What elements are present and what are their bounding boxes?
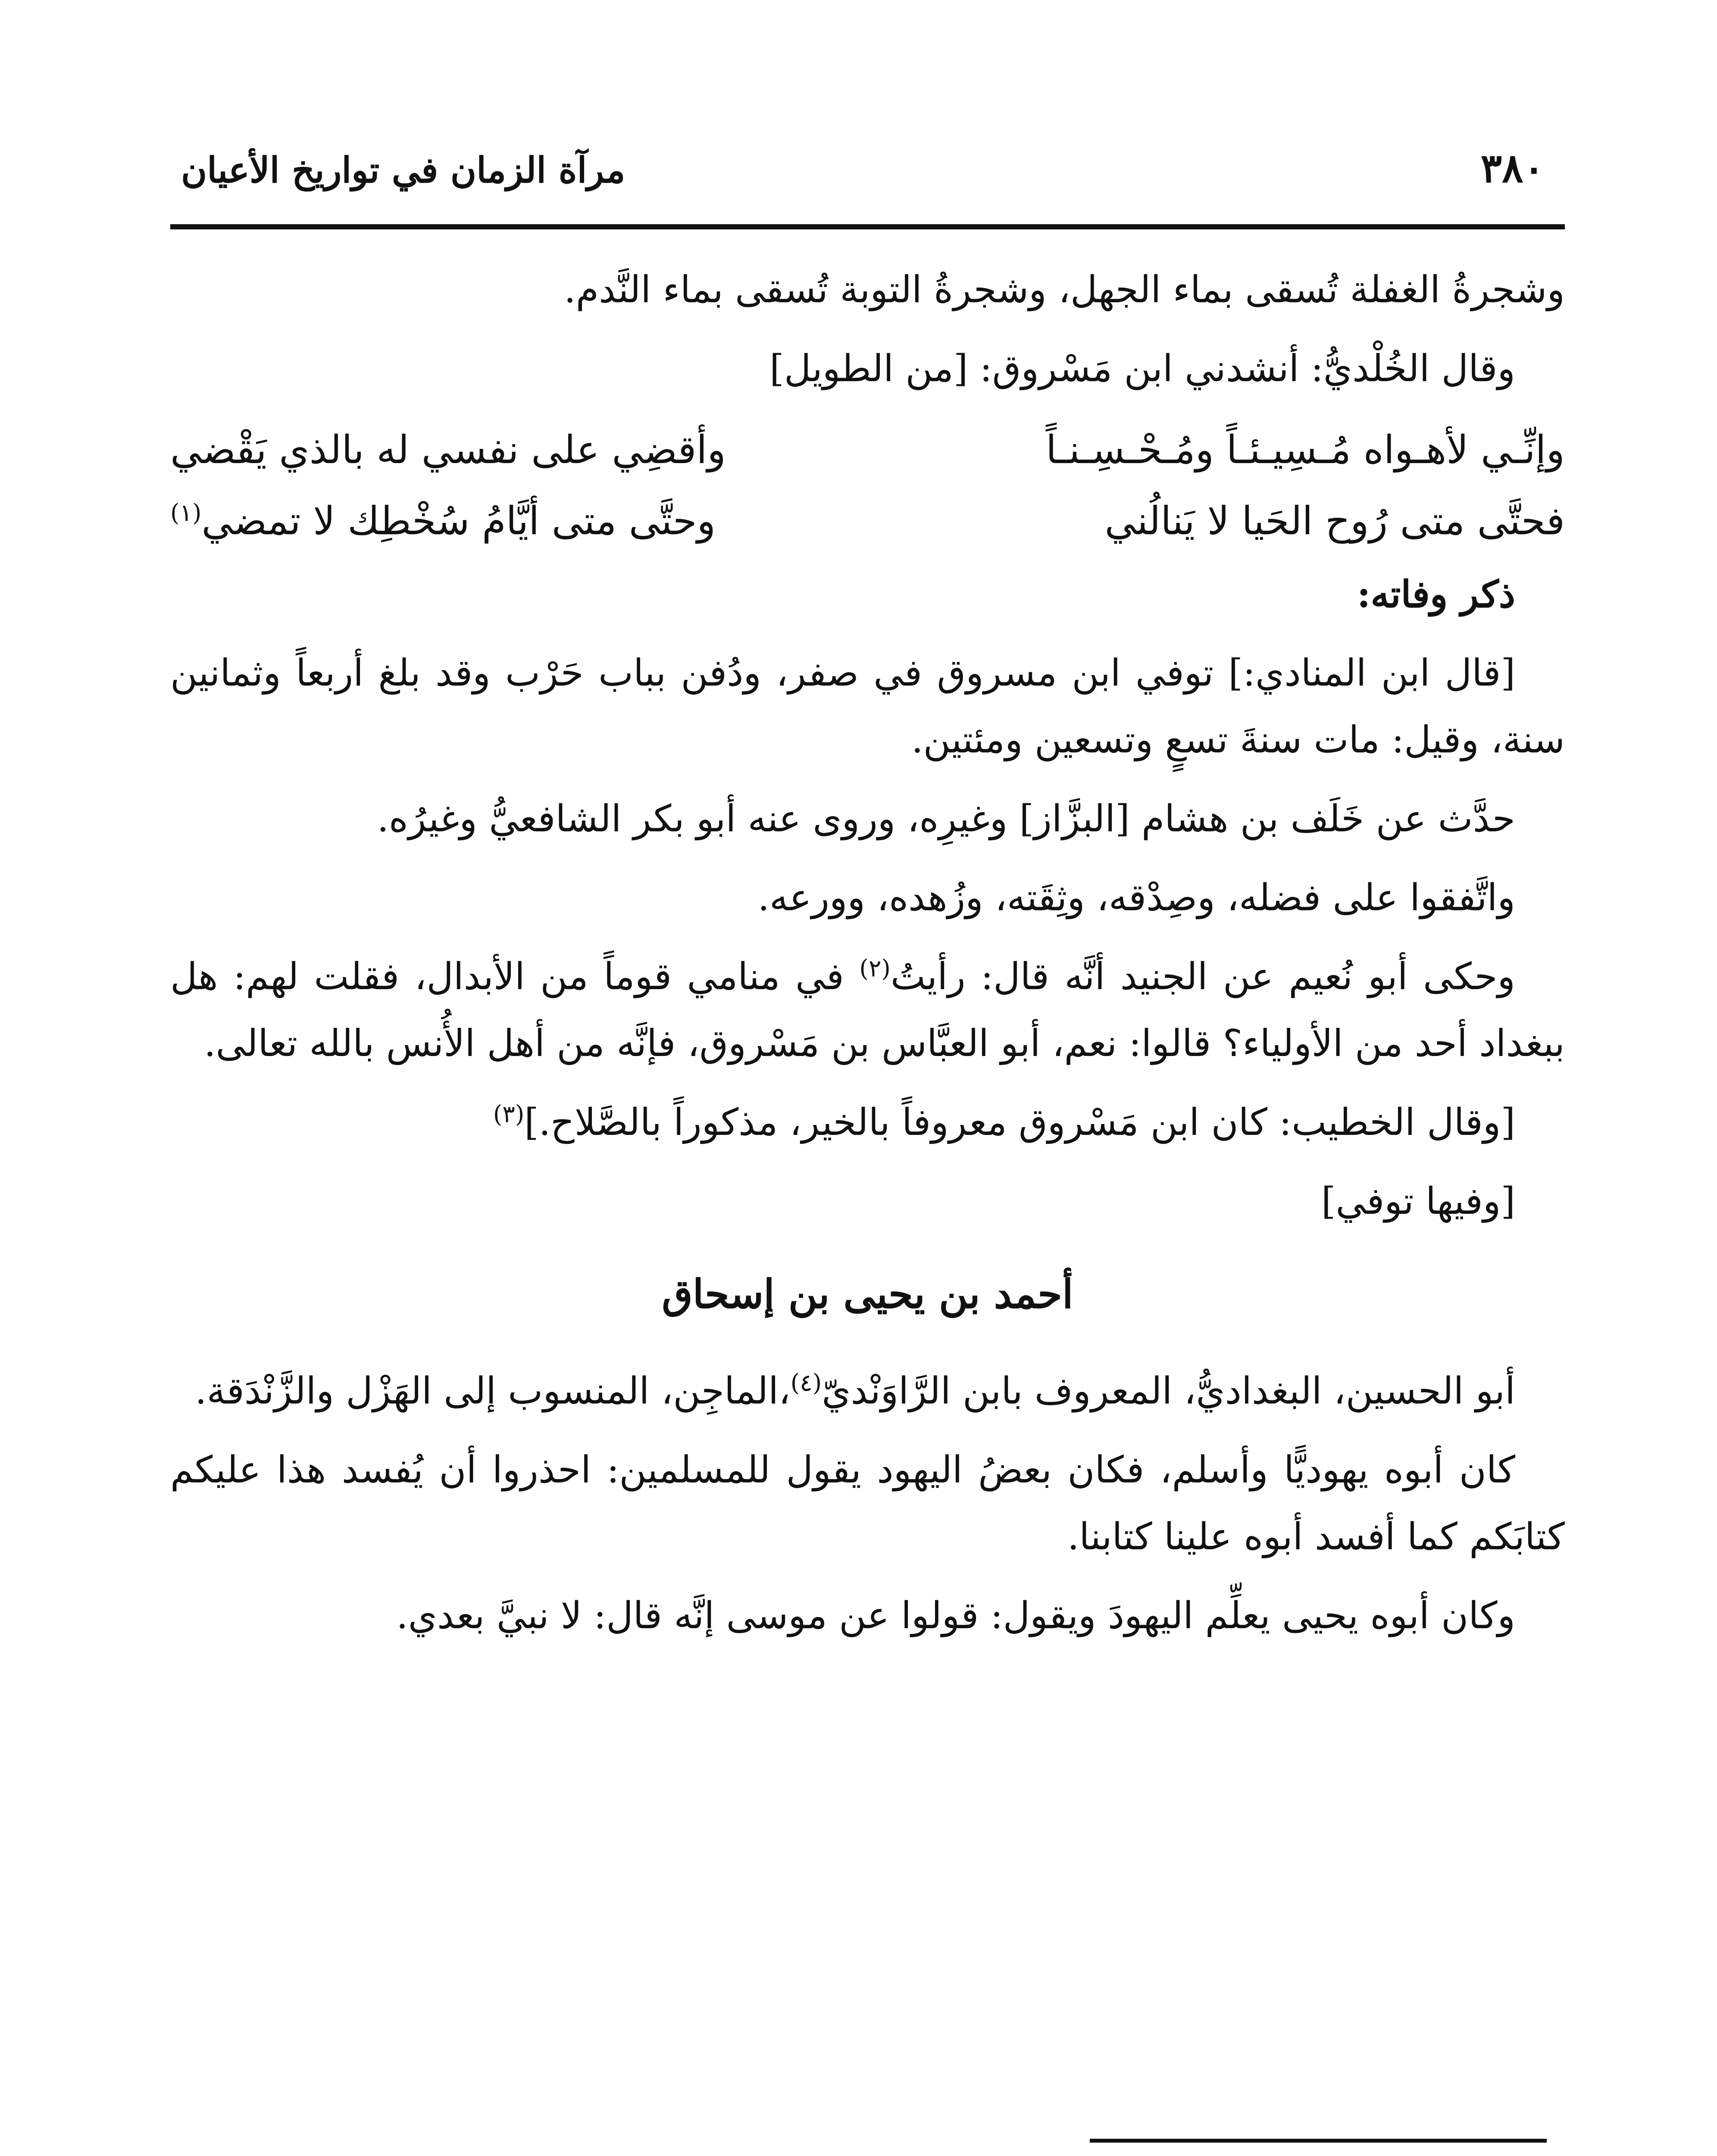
paragraph-text: [وقال الخطيب: كان ابن مَسْروق معروفاً بالخير، مذكوراً بالصَّلاح.] <box>524 1101 1515 1144</box>
paragraph-text: وحكى أبو نُعيم عن الجنيد أنَّه قال: رأيتُ <box>890 955 1516 998</box>
verse-second-hemistich: وأقضِي على نفسي له بالذي يَقْضي <box>170 427 726 473</box>
paragraph: حدَّث عن خَلَف بن هشام [البزَّاز] وغيرِه، وروى عنه أبو بكر الشافعيُّ وغيرُه. <box>377 797 1515 840</box>
verse-second-hemistich <box>170 486 716 557</box>
poem <box>170 414 1565 557</box>
paragraph: [وفيها توفي] <box>1321 1180 1515 1223</box>
paragraph <box>170 1089 1565 1156</box>
paragraph: [قال ابن المنادي:] توفي ابن مسروق في صفر، ودُفن بباب حَرْب وقد بلغ أربعاً وثمانين سنة، وقيل: مات سنةَ تسعٍ وتسعين ومئتين. <box>170 652 1565 761</box>
verse-first-hemistich: وإنِّـي لأهـواه مُـسِيـئـاً ومُـحْـسِـنـاً <box>1046 427 1565 473</box>
main-text <box>170 257 1565 1661</box>
verse-text: وحتَّى متى أيَّامُ سُخْطِك لا تمضي <box>201 498 716 544</box>
paragraph: وشجرةُ الغفلة تُسقى بماء الجهل، وشجرةُ التوبة تُسقى بماء النَّدم. <box>564 268 1565 311</box>
footnote-marker: (٤) <box>790 1369 822 1397</box>
poem-verse <box>170 486 1565 557</box>
paragraph <box>170 943 1565 1077</box>
paragraph: كان أبوه يهوديًّا وأسلم، فكان بعضُ اليهود يقول للمسلمين: احذروا أن يُفسد هذا عليكم كتابَكم كما أفسد أبوه علينا كتابنا. <box>170 1448 1565 1558</box>
footnote-marker: (٣) <box>493 1100 525 1128</box>
entry-title: أحمد بن يحيى بن إسحاق <box>662 1271 1073 1317</box>
section-heading: ذكر وفاته: <box>1357 573 1515 616</box>
paragraph: وكان أبوه يحيى يعلِّم اليهودَ ويقول: قولوا عن موسى إنَّه قال: لا نبيَّ بعدي. <box>396 1594 1515 1637</box>
running-title: مرآة الزمان في تواريخ الأعيان <box>181 150 626 191</box>
header-rule <box>170 224 1565 229</box>
page-number: ٣٨٠ <box>1480 145 1545 191</box>
paragraph: وقال الخُلْديُّ: أنشدني ابن مَسْروق: [من الطويل] <box>769 347 1515 390</box>
paragraph-text: في منامي قوماً من الأبدال، فقلت لهم: هل ببغداد أحد من الأولياء؟ قالوا: نعم، أبو العبَّاس بن مَسْروق، فإنَّه من أهل الأُنس بالله تعالى. <box>170 955 1565 1065</box>
paragraph-text: ،الماجِن، المنسوب إلى الهَزْل والزَّنْدَقة. <box>195 1369 791 1413</box>
verse-first-hemistich: فحتَّى متى رُوح الحَيا لا يَنالُني <box>1104 498 1565 544</box>
paragraph: واتَّفقوا على فضله، وصِدْقه، وثِقَته، وزُهده، وورعه. <box>757 876 1515 919</box>
paragraph-text: أبو الحسين، البغداديُّ، المعروف بابن الرَّاوَنْديّ <box>822 1369 1515 1413</box>
paragraph <box>170 1358 1565 1425</box>
footnote-marker: (٢) <box>859 954 891 982</box>
footnote-marker: (١) <box>170 499 202 526</box>
footnote-rule <box>1090 2139 1547 2143</box>
poem-verse <box>170 414 1565 486</box>
